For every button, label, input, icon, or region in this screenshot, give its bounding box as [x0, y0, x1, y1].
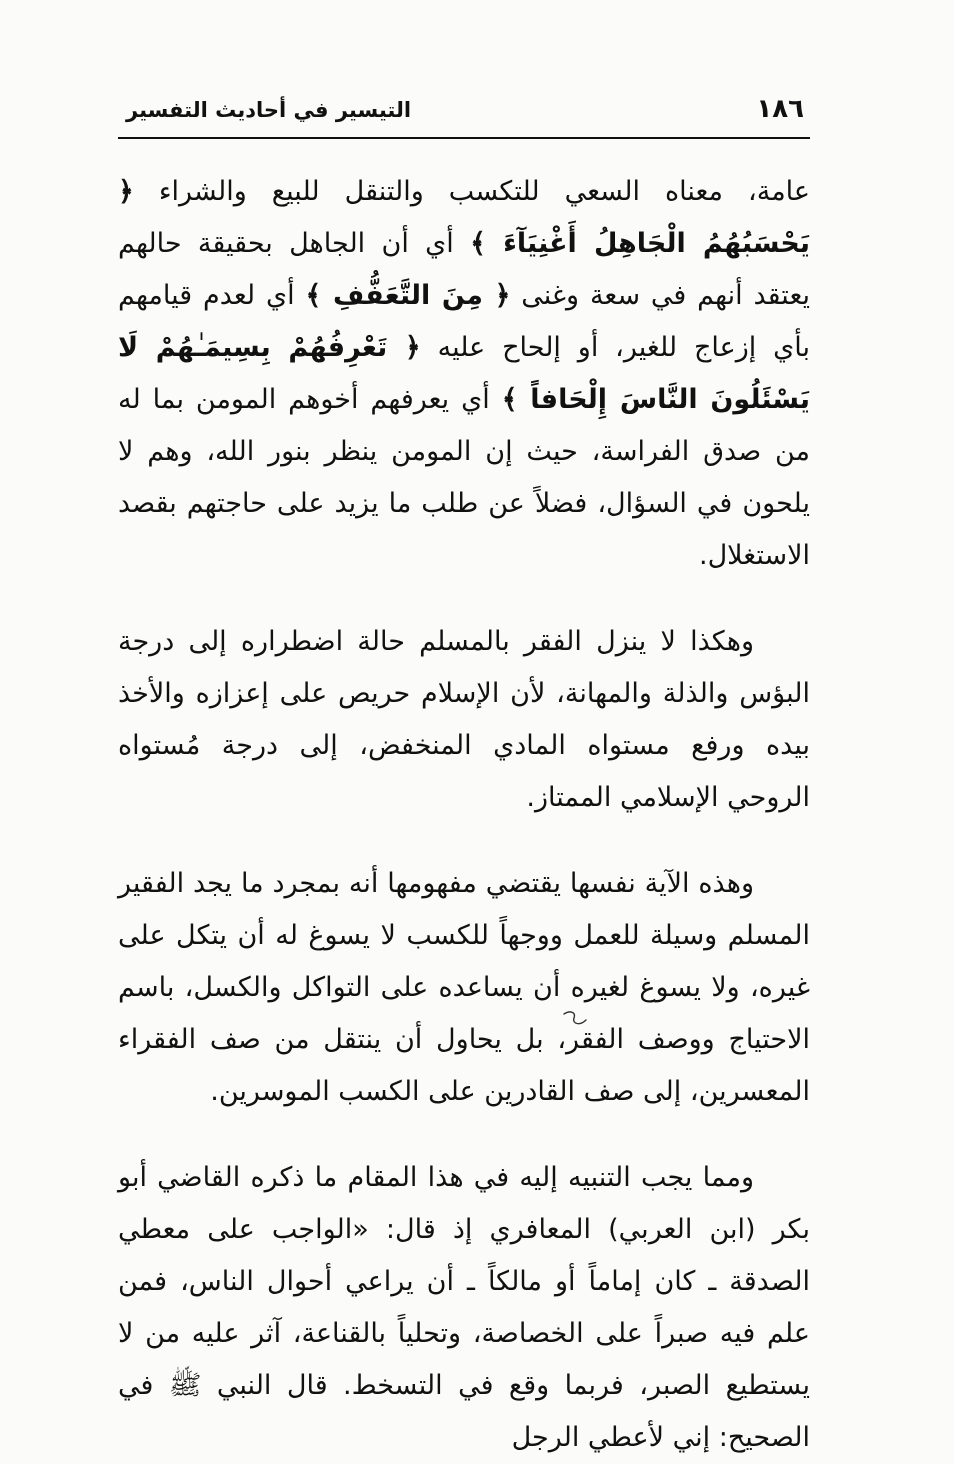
paragraph-text: ومما يجب التنبيه إليه في هذا المقام ما ذكره القاضي أبو بكر (ابن العربي) المعافري إذ قال: «الواجب على معطي الصدقة ـ كان إماماً أو مالكاً ـ أن يراعي أحوال الناس، فمن علم فيه صبراً على الخصاصة، وتحلياً بالقناعة، آثر عليه من لا يستطيع الصبر، فربما وقع في التسخط. قال النبي ﷺ في الصحيح: إني لأعطي الرجل	[118, 1162, 810, 1453]
paragraph-1	[118, 166, 810, 582]
paragraph-text: أي يعرفهم أخوهم المومن بما له من صدق الفراسة، حيث إن المومن ينظر بنور الله، وهم لا يلحون في السؤال، فضلاً عن طلب ما يزيد على حاجتهم بقصد الاستغلال.	[118, 384, 810, 571]
paragraph-4	[118, 1152, 810, 1464]
page-header	[118, 92, 810, 144]
paragraph-text: أي لعدم قيامهم بأي إزعاج للغير، أو إلحاح عليه	[118, 280, 811, 363]
page-body	[118, 166, 810, 1464]
paragraph-text: وهكذا لا ينزل الفقر بالمسلم حالة اضطراره إلى درجة البؤس والذلة والمهانة، لأن الإسلام حريص على إعزازه والأخذ بيده ورفع مستواه المادي المنخفض، إلى درجة مُستواه الروحي الإسلامي الممتاز.	[118, 626, 810, 813]
paragraph-2	[118, 616, 810, 824]
paragraph-3	[118, 858, 810, 1118]
pen-mark-icon	[562, 1008, 588, 1030]
paragraph-text: عامة، معناه السعي للتكسب والتنقل للبيع والشراء	[133, 176, 810, 207]
header-divider	[118, 137, 810, 139]
quran-verse: ﴿ مِنَ التَّعَفُّفِ ﴾	[305, 280, 511, 311]
quran-verse: ﴿ يَحْسَبُهُمُ الْجَاهِلُ أَغْنِيَآءَ ﴾	[118, 176, 810, 259]
page-number: ١٨٦	[756, 94, 804, 124]
paragraph-text: أي أن الجاهل بحقيقة حالهم يعتقد أنهم في سعة وغنى	[118, 228, 810, 311]
running-title: التيسير في أحاديث التفسير	[126, 98, 412, 122]
paragraph-text: وهذه الآية نفسها يقتضي مفهومها أنه بمجرد ما يجد الفقير المسلم وسيلة للعمل ووجهاً للكسب لا يسوغ له أن يتكل على غيره، ولا يسوغ لغيره أن يساعده على التواكل والكسل، باسم الاحتياج ووصف الفقر، بل يحاول أن ينتقل من صف الفقراء المعسرين، إلى صف القادرين على الكسب الموسرين.	[118, 868, 810, 1107]
quran-verse: ﴿ تَعْرِفُهُمْ بِسِيمَـٰهُمْ لَا يَسْئَلُونَ النَّاسَ إِلْحَافاً ﴾	[118, 332, 810, 415]
